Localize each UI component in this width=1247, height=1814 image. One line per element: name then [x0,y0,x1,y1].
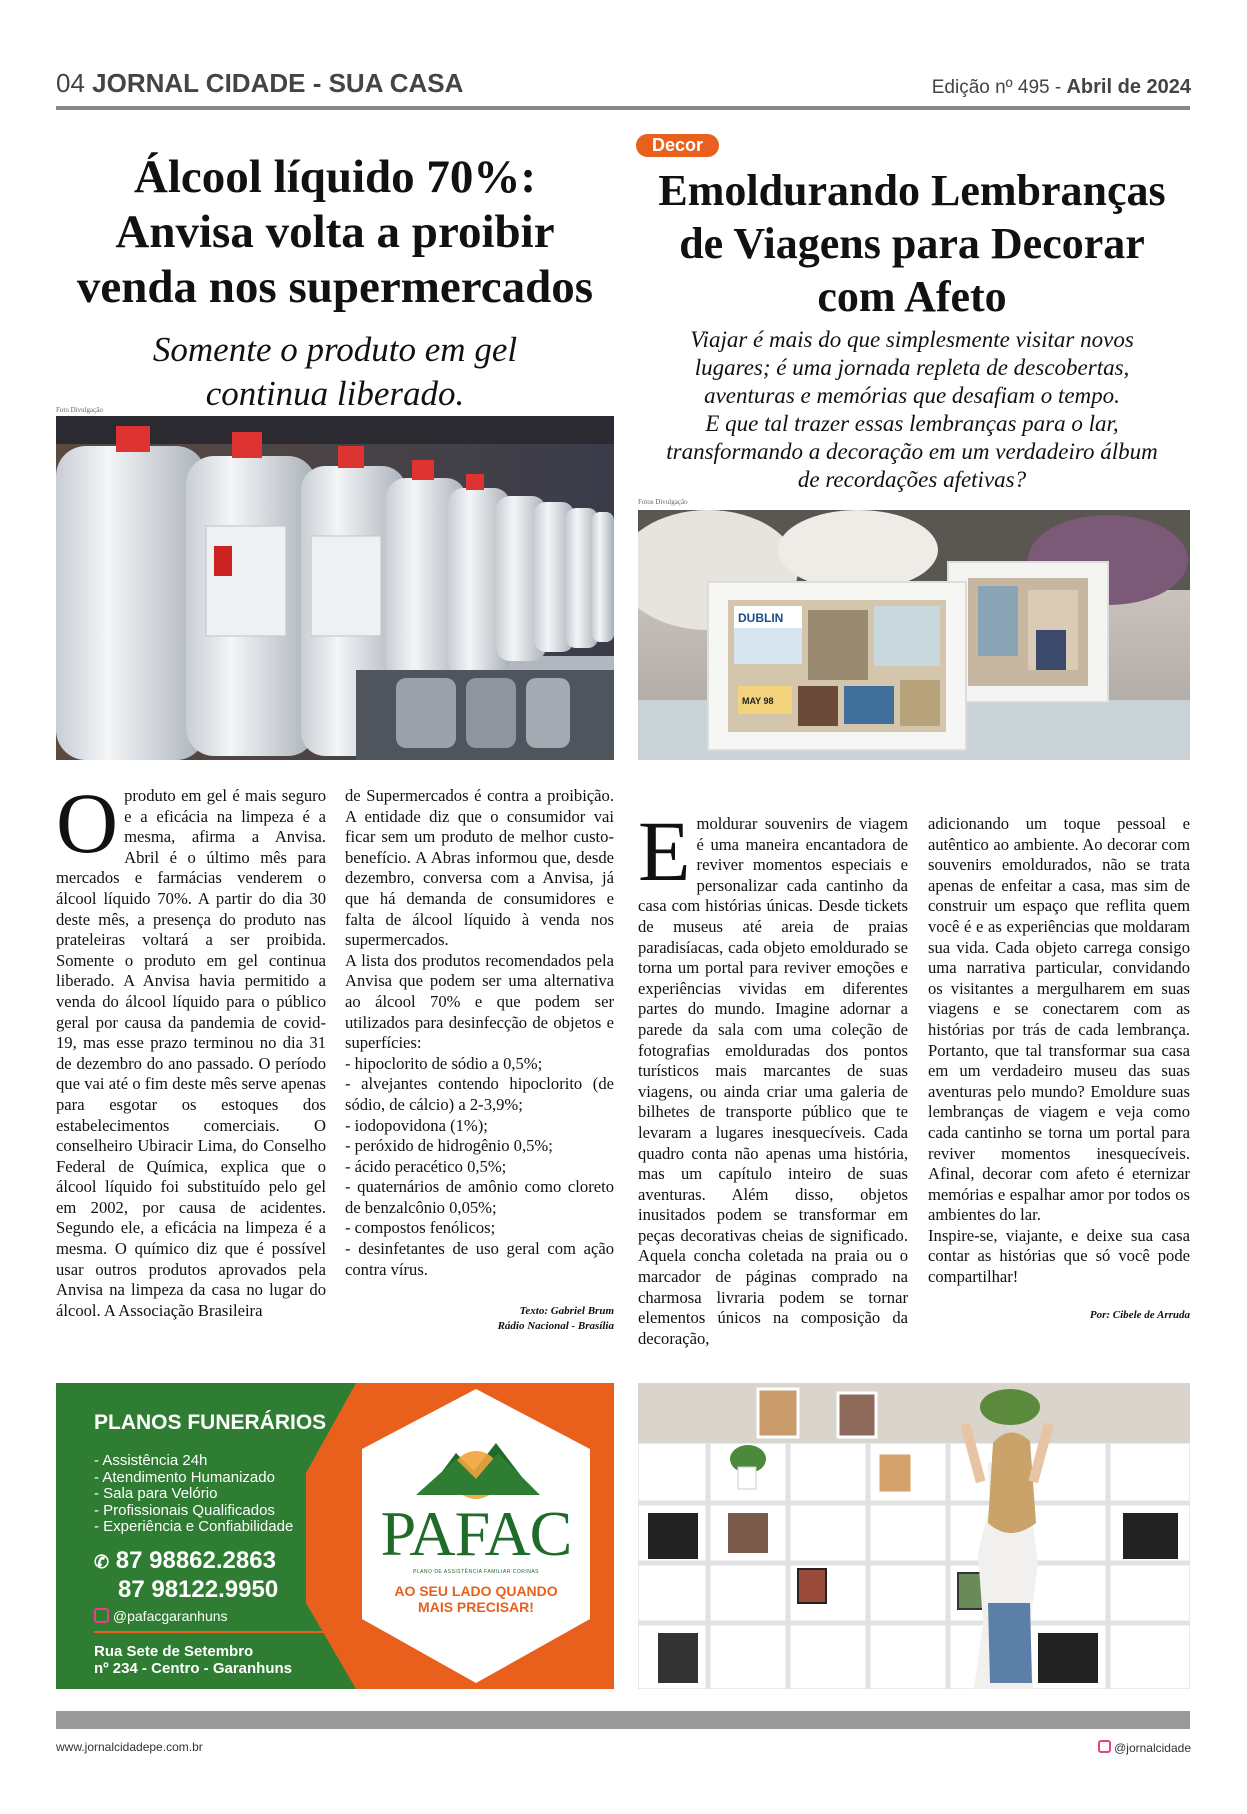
address-line: nº 234 - Centro - Garanhuns [94,1660,293,1677]
instagram-icon [1098,1740,1111,1753]
list-item: - hipoclorito de sódio a 0,5%; [345,1053,543,1073]
headline-line: de Viagens para Decorar [679,219,1145,268]
tagline-line: AO SEU LADO QUANDO [394,1583,558,1599]
list-item: - desinfetantes de uso geral com ação contra vírus. [345,1239,614,1279]
subhead-line: transformando a decoração em um verdadeiro álbum [666,439,1158,464]
instagram-icon [94,1608,109,1623]
list-item: - Experiência e Confiabilidade [94,1518,294,1535]
list-item: - quaternários de amônio como cloreto de benzalcônio 0,05%; [345,1177,614,1217]
edition-date: Abril de 2024 [1066,76,1191,98]
section-title: JORNAL CIDADE - SUA CASA [92,68,464,98]
subhead-line: E que tal trazer essas lembranças para o lar, [705,411,1119,436]
pafac-logo: PAFAC [380,1498,572,1569]
list-item: - compostos fenólicos; [345,1218,496,1238]
ad-title: PLANOS FUNERÁRIOS [94,1411,327,1434]
ad-tagline [362,1583,590,1615]
right-photo-credit: Fotos Divulgação [638,498,688,506]
phone-number: 87 98122.9950 [118,1576,279,1603]
right-headline [634,164,1190,323]
byline-author: Texto: Gabriel Brum [519,1305,614,1318]
pafac-logo-subtitle: PLANO DE ASSISTÊNCIA FAMILIAR CORINAS [412,1569,540,1575]
body-text: de Supermercados é contra a proibição. A entidade diz que o consumidor vai ficar sem um produto de melhor custo-benefício. A Abras informou que, desde dezembro, conversa com a Anvisa, já que há demanda de consumidores e falta de álcool líquido à venda nos supermercados. [345,786,614,950]
subhead-line: aventuras e memórias que desafiam o tempo. [704,383,1120,408]
header-rule [56,106,1190,110]
left-photo-credit: Foto Divulgação [56,406,103,414]
left-subheadline [80,328,590,416]
alcohol-bottles-photo [56,416,614,760]
map-dublin-label: DUBLIN [738,611,784,625]
subhead-line: continua liberado. [205,374,465,413]
footer-website[interactable]: www.jornalcidadepe.com.br [56,1740,203,1754]
ticket-label: MAY 98 [742,696,774,706]
decor-tag: Decor [636,134,719,157]
right-article-column-2 [928,814,1190,1323]
address-line: Rua Sete de Setembro [94,1643,254,1660]
subhead-line: Somente o produto em gel [152,330,518,369]
body-text: moldurar souvenirs de viagem é uma maneira encantadora de reviver momentos especiais e personalizar cada cantinho da casa com histórias únicas. Desde tickets de museus até areia de praias paradisíacas, cada objeto emoldurado se torna um portal para reviver emoções e experiências vividas em diferentes partes do mundo. Imagine adornar a parede da sala com uma coleção de fotografias emolduradas dos pontos turísticos mais marcantes de suas viagens, ou ainda criar uma galeria de bilhetes de transporte público que te levaram a lugares inesquecíveis. Cada quadro conta não apenas uma história, mas um capítulo inteiro de suas aventuras. Além disso, objetos inusitados podem se transformar em peças decorativas cheias de significado. Aquela concha coletada na praia ou o marcador de páginas comprado na charmosa livraria podem se tornar elementos únicos na composição da decoração, [638,814,908,1348]
headline-line: Álcool líquido 70%: [133,151,537,203]
list-item: - alvejantes contendo hipoclorito (de sódio, de cálcio) a 2-3,9%; [345,1074,614,1114]
left-headline [56,150,614,315]
ad-divider [94,1631,344,1633]
body-text: adicionando um toque pessoal e autêntico ao ambiente. Ao decorar com souvenirs emoldurados, não se trata apenas de enfeitar a casa, mas sim de construir um espaço que reflita quem você é e as experiências que moldaram sua vida. Cada objeto carrega consigo uma narrativa particular, convidando os visitantes a mergulharem em suas viagens e se conectarem com as histórias por trás de cada lembrança. Portanto, que tal transformar sua casa em um verdadeiro museu das suas aventuras pelo mundo? Emoldure suas lembranças de viagem e veja como cada cantinho se torna um portal para reviver momentos inesquecíveis. Afinal, decorar com afeto é eternizar memórias e espalhar amor por todos os ambientes do lar. [928,814,1190,1225]
right-subheadline [634,326,1190,494]
subhead-line: lugares; é uma jornada repleta de descobertas, [694,355,1130,380]
phone-number: 87 98862.2863 [115,1547,276,1574]
right-article-column-1 [638,803,908,1349]
byline-source: Rádio Nacional - Brasília [497,1320,614,1333]
ad-instagram [94,1608,228,1624]
pafac-ad [56,1383,614,1689]
headline-line: Anvisa volta a proibir [115,206,555,258]
list-item: - Atendimento Humanizado [94,1468,275,1486]
dropcap: E [638,803,691,899]
ad-address [94,1643,292,1677]
headline-line: com Afeto [817,272,1007,321]
footer-instagram[interactable] [1098,1740,1191,1755]
footer-bar [56,1711,1190,1729]
list-item: - iodopovidona (1%); [345,1115,488,1135]
list-item: - ácido peracético 0,5%; [345,1156,507,1176]
list-item: - Assistência 24h [94,1452,208,1469]
tagline-line: MAIS PRECISAR! [418,1599,534,1615]
subhead-line: de recordações afetivas? [797,467,1027,492]
page-header-right [932,76,1191,99]
instagram-handle: @pafacgaranhuns [112,1608,228,1624]
list-item: - peróxido de hidrogênio 0,5%; [345,1136,553,1156]
body-text: produto em gel é mais seguro e a eficácia na limpeza é a mesma, afirma a Anvisa. Abril é o último mês para mercados e farmácias venderem o álcool líquido 70%. A partir do dia 30 deste mês, a presença do produto nas prateleiras voltará a ser proibida. Somente o produto em gel continua liberado. A Anvisa havia permitido a venda do álcool líquido para o público geral por causa da pandemia de covid-19, mas esse prazo terminou no dia 31 de dezembro do ano passado. O período que vai até o fim deste mês serve apenas para esgotar os estoques dos estabelecimentos comerciais. O conselheiro Ubiracir Lima, do Conselho Federal de Química, explica que o álcool líquido foi substituído pelo gel em 2002, por causa de acidentes. Segundo ele, a eficácia na limpeza é a mesma. O químico diz que é possível usar outros produtos aprovados pela Anvisa na limpeza da casa no lugar do álcool. A Associação Brasileira [56,786,326,1320]
page-number: 04 [56,68,85,98]
subhead-line: Viajar é mais do que simplesmente visitar novos [690,327,1134,352]
headline-line: venda nos supermercados [76,261,594,313]
instagram-handle: @jornalcidade [1114,1741,1191,1755]
shelf-decor-photo [638,1383,1190,1689]
page-header-left [56,68,463,99]
list-item: - Profissionais Qualificados [94,1501,275,1519]
byline-author: Por: Cibele de Arruda [1089,1308,1190,1321]
list-item: - Sala para Velório [94,1485,218,1502]
ad-phones [94,1547,278,1604]
headline-line: Emoldurando Lembranças [658,166,1166,215]
whatsapp-icon: ✆ [94,1552,110,1572]
dropcap: O [56,775,119,871]
edition-number: Edição nº 495 - [931,77,1062,98]
left-article-column-1 [56,775,326,1321]
body-text: A lista dos produtos recomendados pela Anvisa que podem ser uma alternativa ao álcool 70% e que podem ser utilizados para desinfecção de objetos e superfícies: [345,950,614,1053]
framed-souvenirs-photo [638,510,1190,760]
left-article-column-2 [345,786,614,1334]
ad-services-list [94,1453,293,1536]
body-text: Inspire-se, viajante, e deixe sua casa contar as histórias que só você pode compartilhar! [928,1225,1190,1287]
